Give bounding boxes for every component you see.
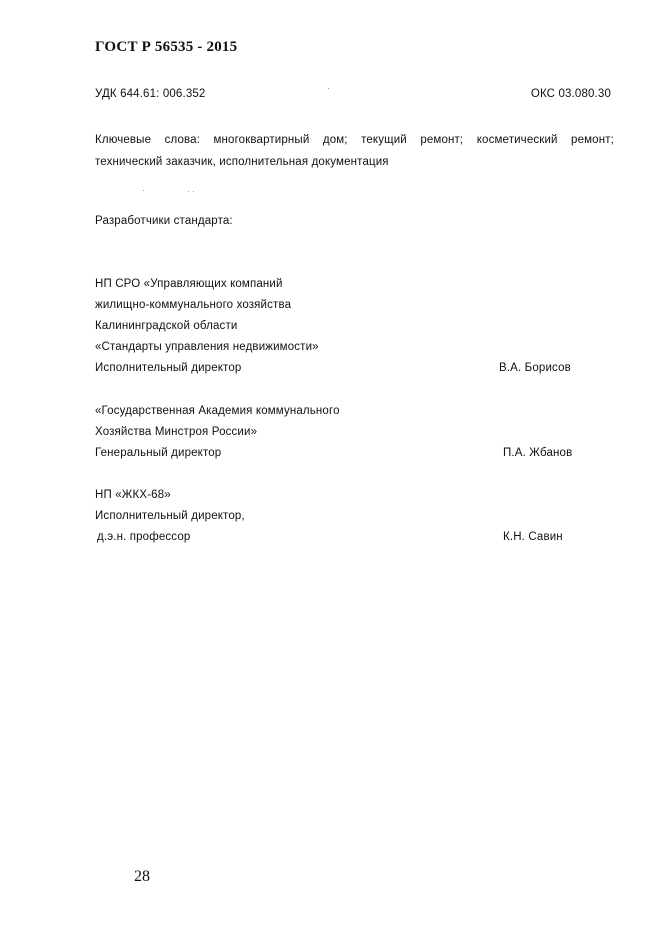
scan-speck bbox=[143, 190, 144, 191]
developer-2-org-line-2: Хозяйства Минстроя России» bbox=[95, 426, 258, 438]
developer-3-org-line-1: НП «ЖКХ-68» bbox=[95, 489, 171, 501]
developer-1-org-line-1: НП СРО «Управляющих компаний bbox=[95, 278, 283, 290]
developer-1-org-line-4: «Стандарты управления недвижимости» bbox=[95, 341, 319, 353]
developer-2-org-line-1: «Государственная Академия коммунального bbox=[95, 405, 340, 417]
developer-3-position-line-2: д.э.н. профессор bbox=[97, 531, 191, 543]
scan-speck bbox=[193, 191, 194, 192]
scan-speck bbox=[328, 88, 329, 89]
developer-1-org-line-3: Калининградской области bbox=[95, 320, 238, 332]
developer-3-signatory: К.Н. Савин bbox=[503, 531, 563, 543]
developer-2-signatory: П.А. Жбанов bbox=[503, 447, 573, 459]
developer-1-signatory: В.А. Борисов bbox=[499, 362, 571, 374]
oks-code: ОКС 03.080.30 bbox=[530, 88, 611, 100]
developers-label: Разработчики стандарта: bbox=[95, 215, 233, 227]
developer-1-org-line-2: жилищно-коммунального хозяйства bbox=[95, 299, 292, 311]
keywords-paragraph: Ключевые слова: многоквартирный дом; текущий ремонт; косметический ремонт; технический заказчик, исполнительная документация bbox=[95, 134, 614, 168]
udk-code: УДК 644.61: 006.352 bbox=[95, 88, 206, 100]
developer-1-position: Исполнительный директор bbox=[95, 362, 242, 374]
developer-3-position-line-1: Исполнительный директор, bbox=[95, 510, 245, 522]
scan-speck bbox=[188, 191, 189, 192]
page-number: 28 bbox=[134, 868, 150, 885]
developer-2-position: Генеральный директор bbox=[95, 447, 222, 459]
document-title: ГОСТ Р 56535 - 2015 bbox=[95, 39, 238, 55]
